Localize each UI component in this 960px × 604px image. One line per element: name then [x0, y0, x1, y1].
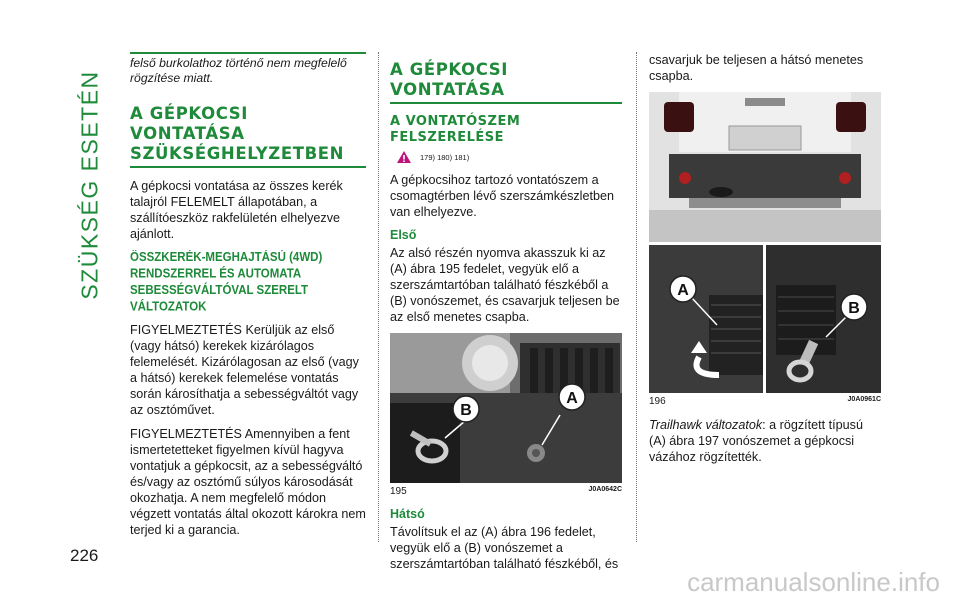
paragraph: A gépkocsi vontatása az összes kerék talajról FELEMELT állapotában, a szállítóeszköz rakfelületén elhelyezve ajánlott. — [130, 179, 343, 241]
intro-note: felső burkolathoz történő nem megfelelő rögzítése miatt. — [130, 52, 366, 86]
tow-eye-detail-illustration — [766, 245, 881, 393]
cover-detail-illustration — [649, 245, 763, 393]
subheading-tow-eye: A VONTATÓSZEM FELSZERELÉSE — [390, 114, 521, 145]
figure-196-detail-photos — [649, 245, 881, 393]
callout-a: A — [677, 282, 689, 299]
rear-label: Hátsó — [390, 507, 425, 521]
warning-references: 179) 180) 181) — [420, 152, 470, 162]
warning-triangle-icon — [396, 150, 412, 164]
column-3 — [649, 52, 881, 473]
figure-code: J0A0961C — [847, 396, 881, 403]
front-label: Első — [390, 228, 417, 242]
section-title-vertical — [70, 60, 110, 310]
paragraph-trailhawk — [649, 417, 881, 465]
figure-code: J0A0642C — [588, 486, 622, 493]
callout-a: A — [566, 390, 578, 407]
paragraph-warning: FIGYELMEZTETÉS Amennyiben a fent ismertetetteket figyelmen kívül hagyva vontatjuk a gépkocsit, az a sebességváltó és/vagy az osztómű súlyos károsodását okozhatja. A nem megfelelő módon végzett vontatás által okozott károkra nem terjed ki a garancia. — [130, 427, 366, 537]
paragraph: A gépkocsihoz tartozó vontatószem a csomagtérben lévő szerszámkészletben van elhelyezve. — [390, 173, 614, 219]
warning-row — [396, 150, 622, 164]
paragraph: Az alsó részén nyomva akasszuk ki az (A) ábra 195 fedelet, vegyük elő a szerszámtartóban található fészkéből a (B) vonószemet, és csavarjuk teljesen be az első menetes csapba. — [390, 246, 620, 324]
page-number: 226 — [70, 546, 99, 565]
rear-vehicle-illustration — [649, 92, 881, 242]
paragraph-warning: FIGYELMEZTETÉS Kerüljük az első (vagy hátsó) kerekek kizárólagos felemelését. Kizárólagosan az első (vagy a hátsó) kerekek felemelése vontatás során károsíthatja a sebességváltót vagy az osztóművet. — [130, 323, 359, 417]
heading-emergency-towing: A GÉPKOCSI VONTATÁSA SZÜKSÉGHELYZETBEN — [130, 104, 366, 168]
figure-195-front-photo — [390, 333, 622, 483]
front-tow-eye-illustration — [390, 333, 622, 483]
paragraph: Távolítsuk el az (A) ábra 196 fedelet, vegyük elő a (B) vonószemet a szerszámtartóban található fészkéből, és — [390, 525, 619, 571]
watermark: carmanualsonline.info — [687, 567, 940, 597]
figure-196-rear-vehicle-photo — [649, 92, 881, 242]
heading-towing: A GÉPKOCSI VONTATÁSA — [390, 60, 622, 104]
callout-b: B — [848, 300, 860, 317]
paragraph: csavarjuk be teljesen a hátsó menetes csapba. — [649, 53, 864, 83]
section-title-text: SZÜKSÉG ESETÉN — [76, 70, 103, 300]
detail-photo-cover-a — [649, 245, 763, 393]
variant-label: Trailhawk változatok — [649, 418, 763, 432]
column-divider — [378, 52, 380, 542]
figure-caption — [649, 396, 881, 407]
column-2 — [390, 52, 622, 580]
figure-caption — [390, 486, 622, 497]
column-1 — [130, 52, 366, 546]
subheading-4wd: ÖSSZKERÉK-MEGHAJTÁSÚ (4WD) RENDSZERREL ÉS AUTOMATA SEBESSÉGVÁLTÓVAL SZERELT VÁLTOZATOK — [130, 251, 323, 314]
variant-text: : a rögzített típusú (A) ábra 197 vonószemet a gépkocsi vázához rögzítették. — [649, 418, 863, 464]
figure-number: 196 — [649, 396, 666, 407]
detail-photo-tow-eye-b — [766, 245, 881, 393]
figure-number: 195 — [390, 486, 407, 497]
column-divider — [636, 52, 638, 542]
callout-b: B — [460, 402, 472, 419]
